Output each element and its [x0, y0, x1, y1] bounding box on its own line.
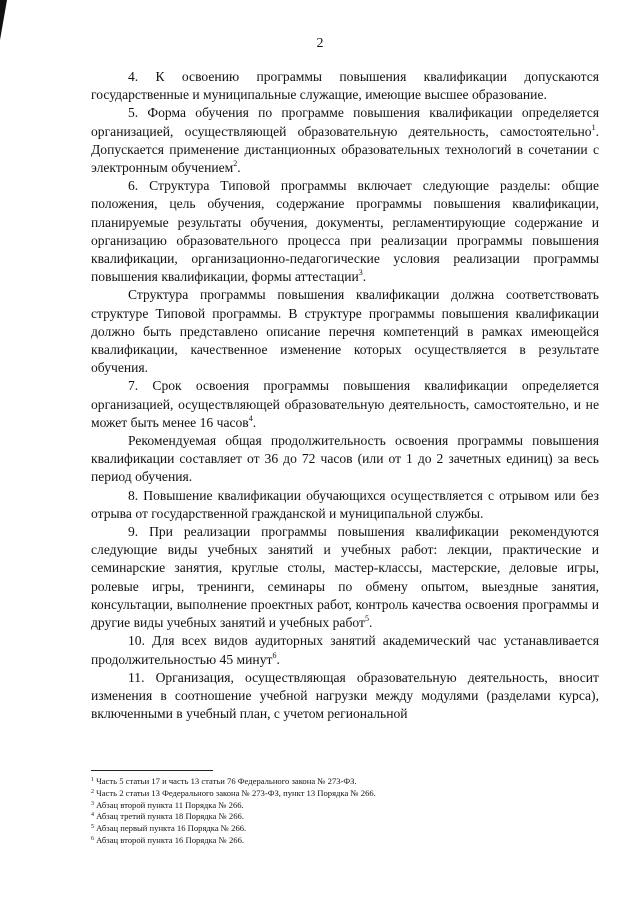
paragraph-text: 4. К освоению программы повышения квалификации допускаются государственные и муниципальные служащие, имеющие высшее образование. — [91, 69, 599, 103]
footnote-ref-2[interactable]: 2 — [233, 159, 238, 169]
footnote-ref-1[interactable]: 1 — [591, 122, 596, 132]
footnote-ref-5[interactable]: 5 — [364, 614, 369, 624]
footnote-number: 1 — [91, 777, 94, 783]
page-number: 2 — [316, 36, 324, 51]
footnote-text: Часть 5 статьи 17 и часть 13 статьи 76 Федерального закона № 273-ФЗ. — [96, 776, 357, 786]
paragraph-text: 8. Повышение квалификации обучающихся осуществляется с отрывом или без отрыва от государственной гражданской и муниципальной службы. — [91, 487, 599, 521]
paragraph-8 — [91, 487, 599, 523]
footnote-number: 6 — [91, 835, 94, 842]
paragraph-9 — [91, 523, 599, 632]
paragraph-end: . — [368, 615, 373, 631]
footnote-number: 2 — [91, 788, 94, 795]
paragraph-text: 5. Форма обучения по программе повышения квалификации определяется организацией, осуществляющей образовательную деятельность, самостоятельно — [91, 105, 599, 139]
footnote-ref-6[interactable]: 6 — [272, 650, 277, 660]
paragraph-6-structure — [91, 286, 599, 377]
footnote-4 — [91, 811, 599, 823]
scan-edge-mark — [0, 0, 7, 40]
paragraph-text-tail: . Допускается применение дистанционных образовательных технологий в сочетании с электронным обучением — [91, 123, 599, 176]
paragraph-text: 9. При реализации программы повышения квалификации рекомендуются следующие виды учебных занятий и учебных работ: лекции, практические и семинарские занятия, круглые столы, мастер-классы, мастерские, деловые игры, ролевые игры, тренинги, семинары по обмену опытом, выездные занятия, консультации, выполнение проектных работ, контроль качества освоения программы и другие виды учебных занятий и учебных работ — [91, 524, 599, 631]
footnote-number: 3 — [91, 800, 94, 807]
footnote-text: Абзац второй пункта 11 Порядка № 266. — [96, 799, 244, 810]
footnote-text: Часть 2 статьи 13 Федерального закона № 273-ФЗ, пункт 13 Порядка № 266. — [96, 787, 376, 798]
paragraph-7-recommended — [91, 432, 599, 487]
paragraph-6 — [91, 177, 599, 286]
paragraph-end: . — [276, 651, 280, 667]
footnote-divider — [91, 770, 213, 771]
paragraph-11 — [91, 669, 599, 724]
paragraph-end: . — [362, 269, 367, 285]
footnote-3 — [91, 800, 599, 812]
paragraph-text: 10. Для всех видов аудиторных занятий академический час устанавливается продолжительностью 45 минут — [91, 633, 599, 667]
paragraph-text: 11. Организация, осуществляющая образовательную деятельность, вносит изменения в соотношение учебной нагрузки между модулями (разделами курса), включенными в учебный план, с учетом региональной — [91, 669, 599, 722]
footnote-1 — [91, 776, 599, 788]
footnote-5 — [91, 823, 599, 835]
paragraph-text: 7. Срок освоения программы повышения квалификации определяется организацией, осуществляющей образовательную деятельность, самостоятельно, и не может быть менее 16 часов — [91, 378, 599, 430]
footnote-ref-4[interactable]: 4 — [248, 413, 253, 423]
footnotes — [91, 776, 599, 847]
paragraph-10 — [91, 632, 599, 668]
footnote-2 — [91, 788, 599, 800]
paragraph-text: 6. Структура Типовой программы включает следующие разделы: общие положения, цель обучения, содержание программы повышения квалификации, планируемые результаты обучения, документы, регламентирующие содержание и организацию образовательного процесса при реализации программы повышения квалификации, организационно-педагогические условия реализации программы повышения квалификации, формы аттестации — [91, 178, 599, 285]
paragraph-end: . — [252, 414, 257, 430]
footnote-6 — [91, 835, 599, 847]
footnote-text: Абзац второй пункта 16 Порядка № 266. — [96, 834, 245, 845]
footnote-number: 4 — [91, 812, 94, 819]
paragraph-4 — [91, 68, 599, 104]
footnote-ref-3[interactable]: 3 — [358, 268, 363, 278]
footnote-text: Абзац третий пункта 18 Порядка № 266. — [96, 811, 244, 822]
footnote-text: Абзац первый пункта 16 Порядка № 266. — [96, 823, 247, 834]
document-body — [91, 68, 599, 723]
paragraph-7 — [91, 377, 599, 432]
paragraph-5 — [91, 104, 599, 177]
paragraph-text: Структура программы повышения квалификации должна соответствовать структуре Типовой программы. В структуре программы повышения квалификации должно быть представлено описание перечня компетенций в рамках имеющейся квалификации, качественное изменение которых осуществляется в результате обучения. — [91, 287, 599, 376]
paragraph-text: Рекомендуемая общая продолжительность освоения программы повышения квалификации составляет от 36 до 72 часов (или от 1 до 2 зачетных единиц) за весь период обучения. — [91, 433, 599, 485]
paragraph-end: . — [237, 160, 241, 176]
footnote-number: 5 — [91, 824, 94, 831]
